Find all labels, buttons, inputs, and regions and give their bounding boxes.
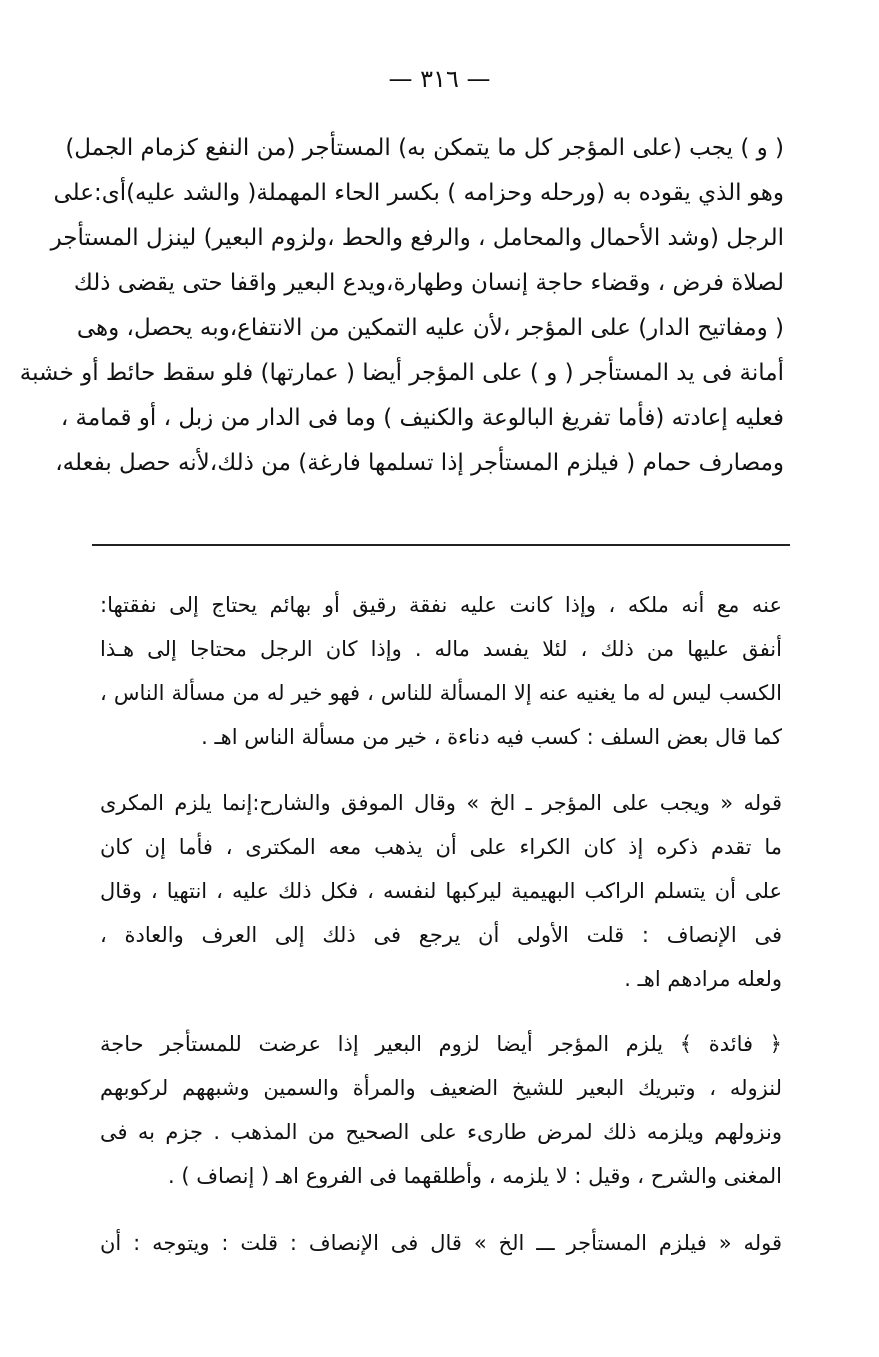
page-number: — ٣١٦ —	[388, 65, 491, 93]
footnote-divider	[92, 544, 790, 546]
main-text-line: وهو الذي يقوده به (ورحله وحزامه ) بكسر الحاء المهملة( والشد عليه)أى:على	[53, 180, 784, 206]
commentary-line: ﴿ فائدة ﴾ يلزم المؤجر أيضا لزوم البعير إذا عرضت للمستأجر حاجة	[100, 1032, 782, 1056]
commentary-paragraph	[100, 583, 782, 759]
commentary-line: قوله « ويجب على المؤجر ـ الخ » وقال الموفق والشارح:إنما يلزم المكرى	[100, 791, 782, 815]
main-text-line: أمانة فى يد المستأجر ( و ) على المؤجر أيضا ( عمارتها) فلو سقط حائط أو خشبة	[19, 360, 784, 386]
commentary-line: لنزوله ، وتبريك البعير للشيخ الضعيف والمرأة والسمين وشبههم لركوبهم	[100, 1076, 782, 1100]
commentary-line: ولعله مرادهم اهـ .	[624, 967, 782, 991]
commentary-line: على أن يتسلم الراكب البهيمية ليركبها لنفسه ، فكل ذلك عليه ، انتهيا ، وقال	[100, 879, 782, 903]
main-text-line: لصلاة فرض ، وقضاء حاجة إنسان وطهارة،ويدع البعير واقفا حتى يقضى ذلك	[73, 270, 784, 296]
main-text-line: فعليه إعادته (فأما تفريغ البالوعة والكنيف ) وما فى الدار من زبل ، أو قمامة ،	[60, 405, 784, 431]
commentary-line: كما قال بعض السلف : كسب فيه دناءة ، خير من مسألة الناس اهـ .	[201, 725, 782, 749]
commentary-line: ما تقدم ذكره إذ كان الكراء على أن يذهب معه المكترى ، فأما إن كان	[100, 835, 782, 859]
main-text-line: ومصارف حمام ( فيلزم المستأجر إذا تسلمها فارغة) من ذلك،لأنه حصل بفعله،	[55, 450, 784, 476]
commentary-line: فى الإنصاف : قلت الأولى أن يرجع فى ذلك إلى العرف والعادة ،	[100, 923, 782, 947]
commentary-line: عنه مع أنه ملكه ، وإذا كانت عليه نفقة رقيق أو بهائم يحتاج إلى نفقتها:	[100, 593, 782, 617]
main-text-line: ( و ) يجب (على المؤجر كل ما يتمكن به) المستأجر (من النفع كزمام الجمل)	[65, 135, 784, 161]
commentary-paragraph	[100, 1221, 782, 1265]
commentary-line: المغنى والشرح ، وقيل : لا يلزمه ، وأطلقهما فى الفروع اهـ ( إنصاف ) .	[168, 1164, 782, 1188]
commentary-line: ونزولهم ويلزمه ذلك لمرض طارىء على الصحيح من المذهب . جزم به فى	[100, 1120, 782, 1144]
main-text-block	[19, 126, 784, 486]
commentary-paragraph	[100, 781, 782, 1001]
commentary-line: الكسب ليس له ما يغنيه عنه إلا المسألة للناس ، فهو خير له من مسألة الناس ،	[100, 681, 782, 705]
commentary-paragraph	[100, 1022, 782, 1198]
main-text-line: الرجل (وشد الأحمال والمحامل ، والرفع والحط ،ولزوم البعير) لينزل المستأجر	[50, 225, 784, 251]
commentary-line: قوله « فيلزم المستأجر ـــ الخ » قال فى الإنصاف : قلت : ويتوجه : أن	[100, 1231, 782, 1255]
main-text-line: ( ومفاتيح الدار) على المؤجر ،لأن عليه التمكين من الانتفاع،وبه يحصل، وهى	[76, 315, 784, 341]
commentary-line: أنفق عليها من ذلك ، لئلا يفسد ماله . وإذا كان الرجل محتاجا إلى هـذا	[100, 637, 782, 661]
